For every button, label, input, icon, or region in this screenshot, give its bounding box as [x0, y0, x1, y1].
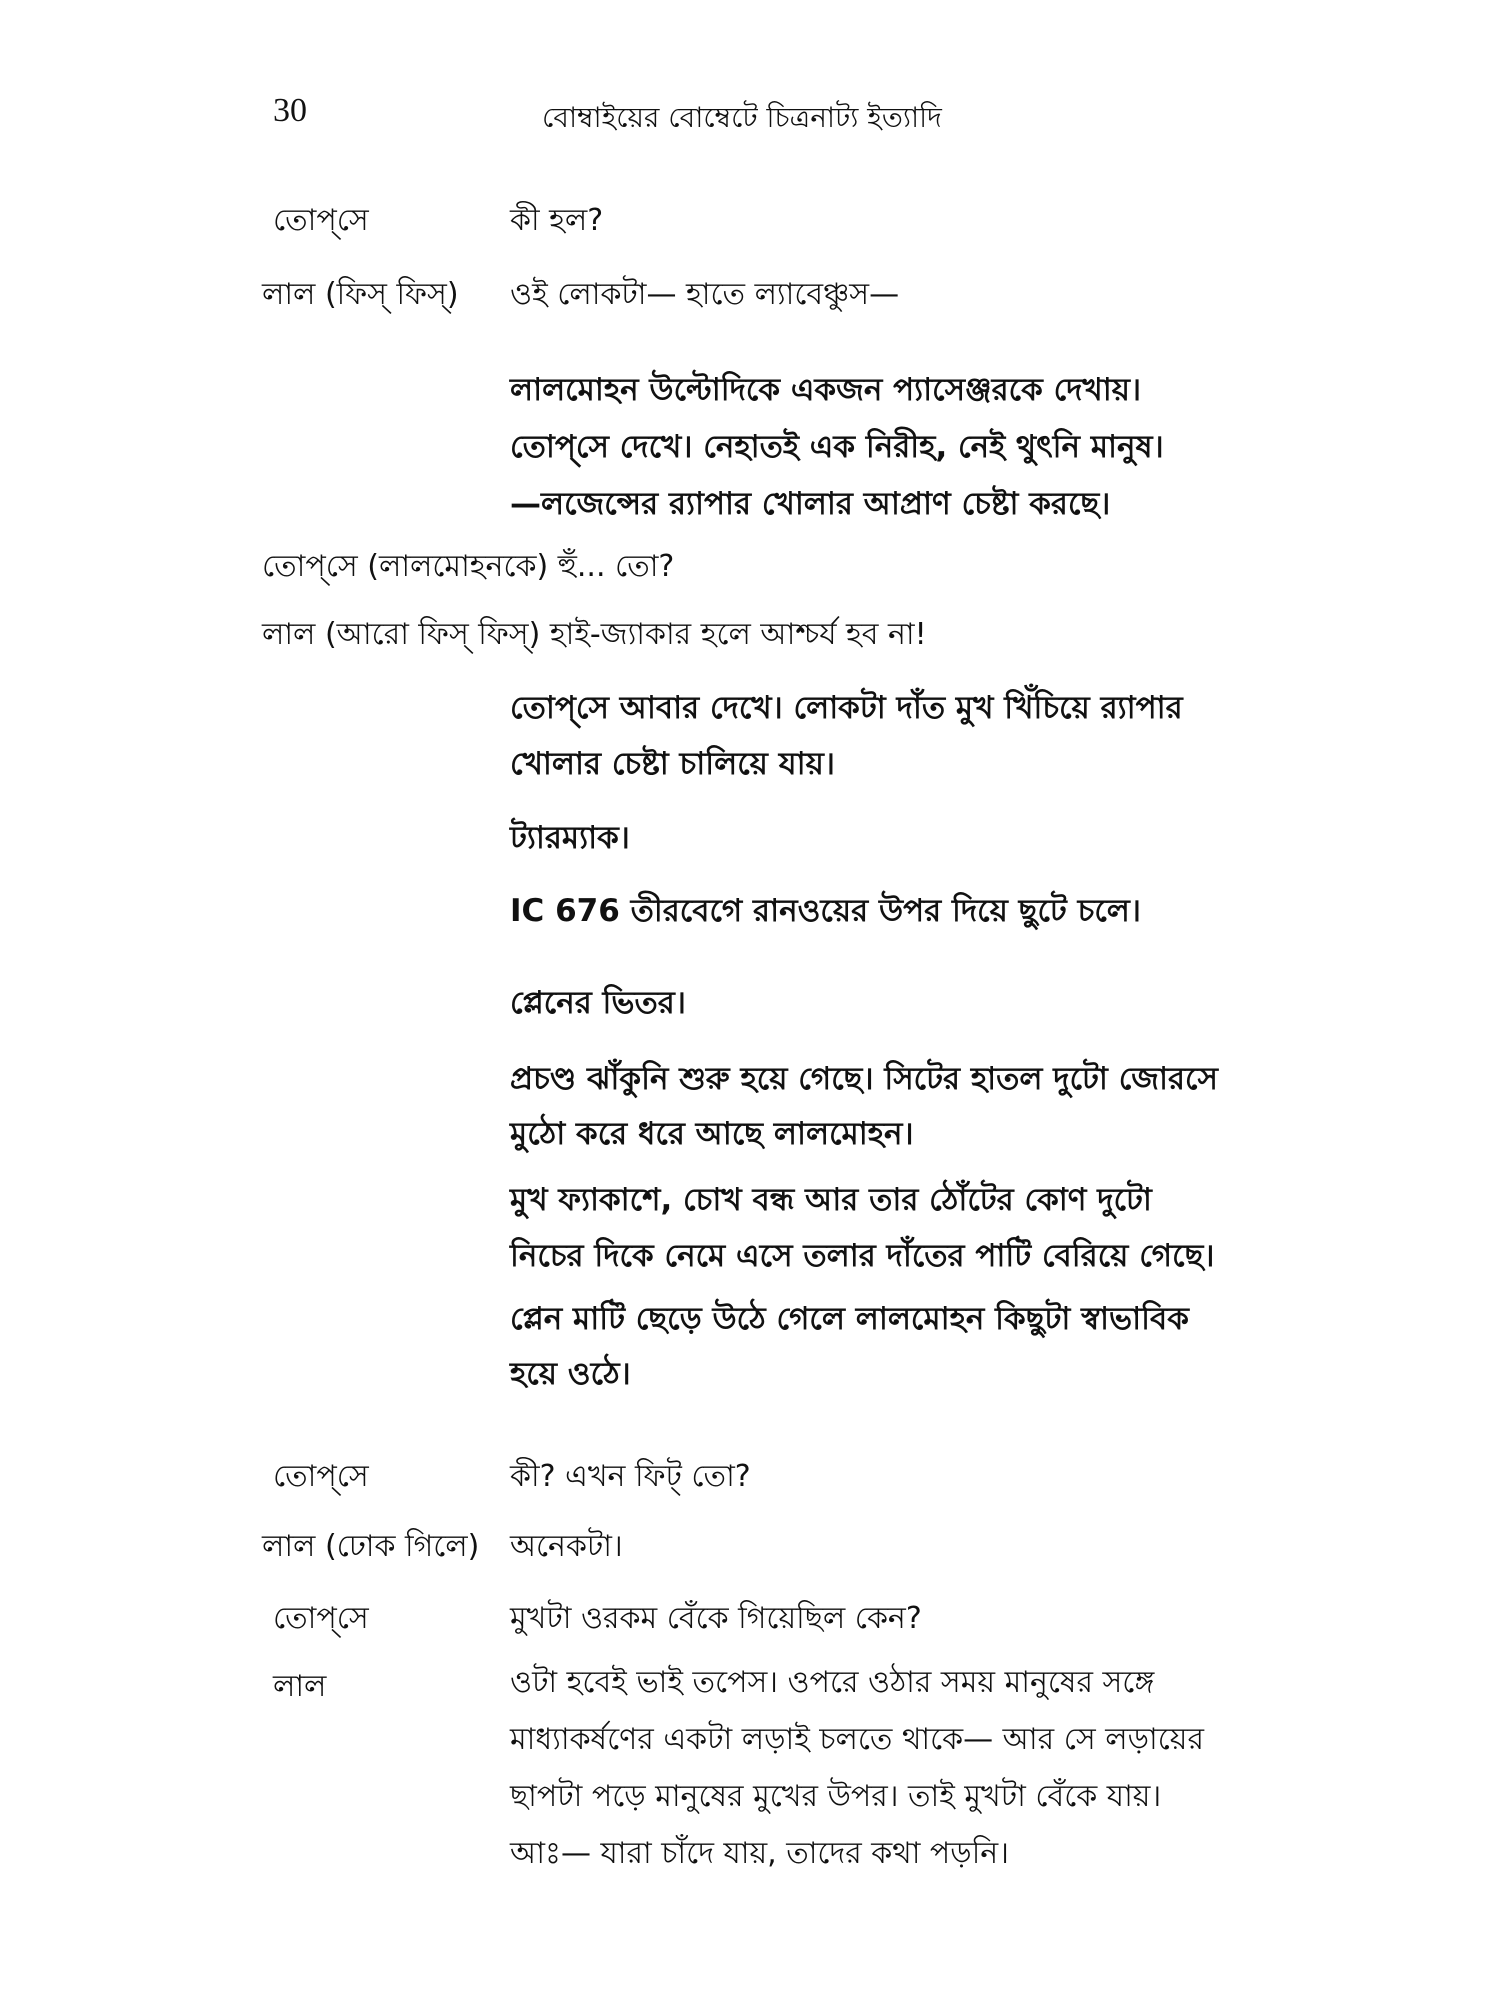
speech-line: ওটা হবেই ভাই তপেস। ওপরে ওঠার সময় মানুষের সঙ্গে	[510, 1665, 1155, 1700]
speech-text: কী? এখন ফিট্‌ তো?	[510, 1459, 751, 1494]
speech-line: আঃ— যারা চাঁদে যায়, তাদের কথা পড়নি।	[510, 1836, 1009, 1871]
action-line: নিচের দিকে নেমে এসে তলার দাঁতের পাটি বেরিয়ে গেছে।	[510, 1238, 1215, 1274]
running-title: বোম্বাইয়ের বোম্বেটে চিত্রনাট্য ইত্যাদি	[542, 101, 942, 134]
action-line: মুখ ফ্যাকাশে, চোখ বন্ধ আর তার ঠোঁটের কোণ দুটো	[510, 1182, 1152, 1218]
action-paragraph	[510, 1172, 1214, 1284]
action-line: প্রচণ্ড ঝাঁকুনি শুরু হয়ে গেছে। সিটের হাতল দুটো জোরসে	[510, 1061, 1218, 1097]
scene-heading	[510, 983, 686, 1023]
action-line: প্লেনের ভিতর।	[510, 985, 686, 1021]
action-paragraph	[510, 891, 1141, 931]
action-line: মুঠো করে ধরে আছে লালমোহন।	[510, 1116, 914, 1152]
scene-heading	[510, 818, 630, 858]
speech-text: ওই লোকটা— হাতে ল্যাবেঞ্চুস—	[510, 277, 900, 312]
dialogue-inline-text: তোপ্‌সে (লালমোহনকে) হুঁ... তো?	[262, 549, 675, 584]
action-line: —লজেন্সের র‍্যাপার খোলার আপ্রাণ চেষ্টা করছে।	[510, 486, 1111, 522]
action-line: হয়ে ওঠে।	[510, 1356, 631, 1392]
speech-text: মুখটা ওরকম বেঁকে গিয়েছিল কেন?	[510, 1601, 922, 1636]
speech-text	[510, 1654, 1204, 1882]
action-line: IC 676 তীরবেগে রানওয়ের উপর দিয়ে ছুটে চলে।	[510, 893, 1141, 929]
page-number: 30	[273, 92, 307, 129]
action-paragraph	[510, 680, 1183, 792]
speaker-name: তোপ্‌সে	[273, 1459, 369, 1494]
action-line: তোপ্‌সে আবার দেখে। লোকটা দাঁত মুখ খিঁচিয়ে র‍্যাপার	[510, 690, 1183, 726]
speaker-name: তোপ্‌সে	[273, 1601, 369, 1636]
speaker-name: তোপ্‌সে	[273, 203, 369, 238]
speaker-name: লাল (ফিস্‌ ফিস্‌)	[262, 277, 459, 312]
speech-text: কী হল?	[510, 203, 604, 238]
action-line: তোপ্‌সে দেখে। নেহাতই এক নিরীহ, নেই থুৎনি মানুষ।	[510, 429, 1164, 465]
speaker-name: লাল	[273, 1669, 327, 1704]
action-paragraph	[510, 362, 1164, 533]
speech-line: ছাপটা পড়ে মানুষের মুখের উপর। তাই মুখটা বেঁকে যায়।	[510, 1779, 1162, 1814]
action-line: খোলার চেষ্টা চালিয়ে যায়।	[510, 746, 835, 782]
action-line: ট্যারম্যাক।	[510, 820, 630, 856]
speech-text: অনেকটা।	[510, 1529, 623, 1564]
speech-line: মাধ্যাকর্ষণের একটা লড়াই চলতে থাকে— আর সে লড়ায়ের	[510, 1722, 1204, 1757]
dialogue-inline-text: লাল (আরো ফিস্‌ ফিস্‌) হাই-জ্যাকার হলে আশ্চর্য হব না!	[262, 617, 927, 652]
action-paragraph	[510, 1292, 1189, 1402]
action-line: লালমোহন উল্টোদিকে একজন প্যাসেঞ্জরকে দেখায়।	[510, 372, 1142, 408]
speaker-name: লাল (ঢোক গিলে)	[262, 1529, 480, 1564]
action-paragraph	[510, 1052, 1218, 1162]
action-line: প্লেন মাটি ছেড়ে উঠে গেলে লালমোহন কিছুটা স্বাভাবিক	[510, 1301, 1189, 1337]
